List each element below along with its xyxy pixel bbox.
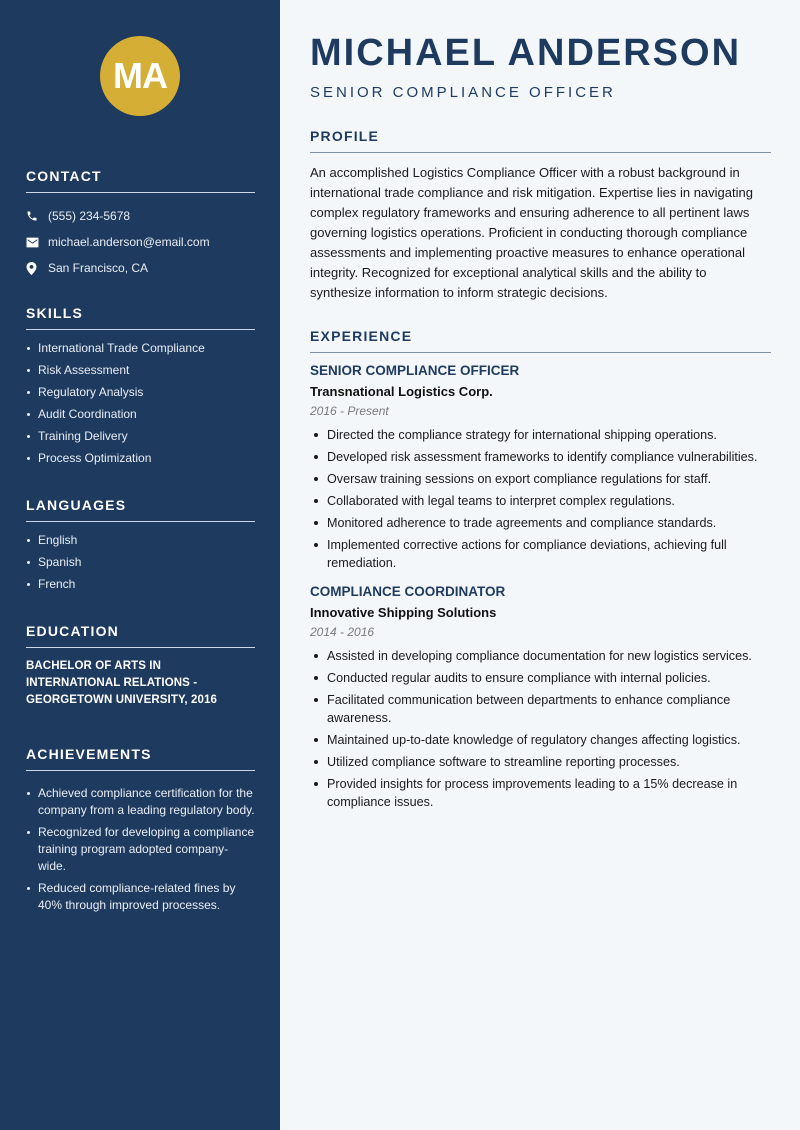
experience-heading: EXPERIENCE	[310, 328, 771, 353]
profile-summary: An accomplished Logistics Compliance Officer with a robust background in international trade compliance and risk mitigation. Expertise lies in navigating complex regulatory frameworks and ensuring adherence to all pertinent laws governing logistics operations. Proficient in conducting thorough compliance assessments and implementing proactive measures to enhance operational integrity. Recognized for exceptional analytical skills and the ability to synthesize information to inform strategic decisions.	[310, 165, 753, 300]
candidate-name: MICHAEL ANDERSON	[310, 32, 742, 74]
sidebar	[0, 0, 280, 1130]
job-bullet: Conducted regular audits to ensure compliance with internal policies.	[310, 669, 771, 687]
job-bullets	[310, 647, 771, 811]
languages-list	[26, 532, 255, 593]
job-dates: 2014 - 2016	[310, 625, 375, 639]
location-text: San Francisco, CA	[48, 261, 149, 275]
contact-heading: CONTACT	[26, 168, 255, 193]
job-bullets	[310, 426, 771, 572]
skills-section	[26, 305, 255, 472]
language-item: English	[26, 532, 255, 549]
phone-icon	[26, 210, 48, 222]
job-bullet: Oversaw training sessions on export compliance regulations for staff.	[310, 470, 771, 488]
email-text[interactable]: michael.anderson@email.com	[48, 235, 210, 249]
language-item: French	[26, 576, 255, 593]
profile-section	[310, 128, 771, 303]
skill-item: International Trade Compliance	[26, 340, 255, 357]
contact-section	[26, 168, 255, 281]
job-entry	[310, 584, 771, 811]
job-company: Transnational Logistics Corp.	[310, 384, 493, 399]
job-company: Innovative Shipping Solutions	[310, 605, 497, 620]
job-bullet: Maintained up-to-date knowledge of regulatory changes affecting logistics.	[310, 731, 771, 749]
achievements-heading: ACHIEVEMENTS	[26, 746, 255, 771]
job-bullet: Collaborated with legal teams to interpret complex regulations.	[310, 492, 771, 510]
skill-item: Audit Coordination	[26, 406, 255, 423]
location-pin-icon	[26, 262, 48, 275]
profile-heading: PROFILE	[310, 128, 771, 153]
contact-location	[26, 255, 255, 281]
languages-heading: LANGUAGES	[26, 497, 255, 522]
contact-phone	[26, 203, 255, 229]
achievements-section	[26, 746, 255, 919]
job-title: COMPLIANCE COORDINATOR	[310, 584, 506, 599]
job-bullet: Directed the compliance strategy for international shipping operations.	[310, 426, 771, 444]
job-bullet: Monitored adherence to trade agreements and compliance standards.	[310, 514, 771, 532]
language-item: Spanish	[26, 554, 255, 571]
email-icon	[26, 237, 48, 248]
education-degree: BACHELOR OF ARTS IN INTERNATIONAL RELATIONS - GEORGETOWN UNIVERSITY, 2016	[26, 660, 218, 706]
languages-section	[26, 497, 255, 598]
job-dates: 2016 - Present	[310, 404, 389, 418]
job-bullet: Utilized compliance software to streamline reporting processes.	[310, 753, 771, 771]
avatar-initials: MA	[113, 55, 167, 96]
job-bullet: Developed risk assessment frameworks to identify compliance vulnerabilities.	[310, 448, 771, 466]
achievements-list	[26, 785, 255, 914]
job-bullet: Implemented corrective actions for compliance deviations, achieving full remediation.	[310, 536, 771, 572]
contact-email	[26, 229, 255, 255]
job-entry	[310, 363, 771, 572]
skills-heading: SKILLS	[26, 305, 255, 330]
skill-item: Risk Assessment	[26, 362, 255, 379]
achievement-item: Achieved compliance certification for the company from a leading regulatory body.	[26, 785, 255, 819]
skill-item: Process Optimization	[26, 450, 255, 467]
job-bullet: Provided insights for process improvements leading to a 15% decrease in compliance issues.	[310, 775, 771, 811]
education-section	[26, 623, 255, 709]
achievement-item: Reduced compliance-related fines by 40% through improved processes.	[26, 880, 255, 914]
skills-list	[26, 340, 255, 467]
job-title: SENIOR COMPLIANCE OFFICER	[310, 363, 520, 378]
experience-section	[310, 328, 771, 815]
job-bullet: Facilitated communication between departments to enhance compliance awareness.	[310, 691, 771, 727]
skill-item: Regulatory Analysis	[26, 384, 255, 401]
avatar	[100, 36, 180, 116]
education-heading: EDUCATION	[26, 623, 255, 648]
achievement-item: Recognized for developing a compliance training program adopted company-wide.	[26, 824, 255, 875]
phone-text: (555) 234-5678	[48, 209, 131, 223]
job-bullet: Assisted in developing compliance documentation for new logistics services.	[310, 647, 771, 665]
candidate-role: SENIOR COMPLIANCE OFFICER	[310, 84, 616, 101]
skill-item: Training Delivery	[26, 428, 255, 445]
